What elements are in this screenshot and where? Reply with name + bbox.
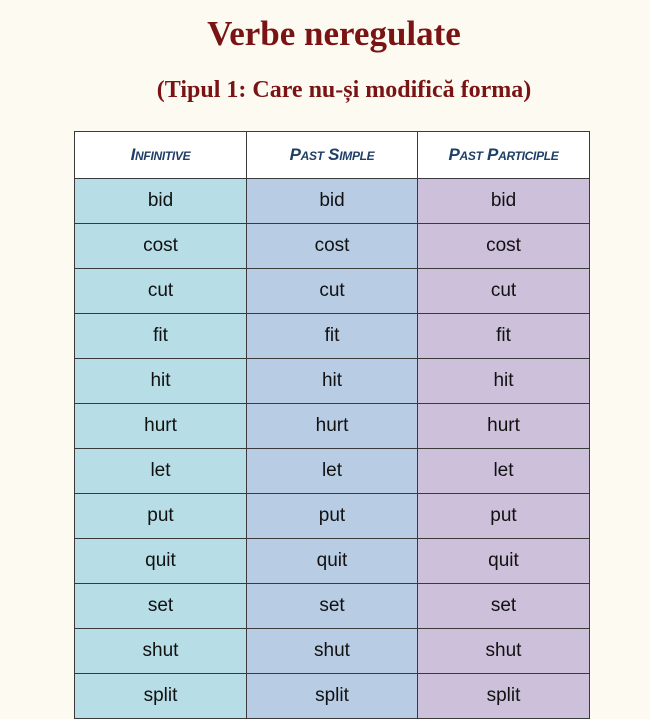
cell-past-simple: fit — [247, 314, 418, 359]
cell-past-participle: let — [418, 449, 590, 494]
cell-past-participle: fit — [418, 314, 590, 359]
cell-past-participle: shut — [418, 629, 590, 674]
cell-past-participle: cost — [418, 224, 590, 269]
cell-past-simple: hurt — [247, 404, 418, 449]
cell-past-simple: bid — [247, 179, 418, 224]
cell-past-simple: set — [247, 584, 418, 629]
table-row — [75, 314, 590, 359]
cell-infinitive: quit — [75, 539, 247, 584]
cell-past-simple: let — [247, 449, 418, 494]
page-subtitle: (Tipul 1: Care nu-și modifică forma) — [156, 77, 532, 103]
cell-infinitive: put — [75, 494, 247, 539]
column-header-past-participle: Past Participle — [418, 132, 590, 179]
table-row — [75, 629, 590, 674]
cell-past-participle: split — [418, 674, 590, 719]
cell-infinitive: cost — [75, 224, 247, 269]
cell-infinitive: shut — [75, 629, 247, 674]
cell-past-participle: hit — [418, 359, 590, 404]
cell-past-participle: set — [418, 584, 590, 629]
table-row — [75, 584, 590, 629]
cell-past-participle: hurt — [418, 404, 590, 449]
cell-past-simple: split — [247, 674, 418, 719]
cell-infinitive: fit — [75, 314, 247, 359]
cell-past-simple: quit — [247, 539, 418, 584]
cell-past-participle: quit — [418, 539, 590, 584]
cell-infinitive: bid — [75, 179, 247, 224]
cell-past-participle: cut — [418, 269, 590, 314]
table-row — [75, 359, 590, 404]
cell-infinitive: hit — [75, 359, 247, 404]
irregular-verbs-table — [74, 131, 590, 719]
column-header-infinitive: Infinitive — [75, 132, 247, 179]
cell-past-participle: put — [418, 494, 590, 539]
column-header-past-simple: Past Simple — [247, 132, 418, 179]
table-row — [75, 449, 590, 494]
cell-infinitive: cut — [75, 269, 247, 314]
cell-past-participle: bid — [418, 179, 590, 224]
cell-past-simple: cost — [247, 224, 418, 269]
cell-past-simple: shut — [247, 629, 418, 674]
cell-past-simple: hit — [247, 359, 418, 404]
cell-infinitive: set — [75, 584, 247, 629]
table-body — [75, 179, 590, 719]
table-row — [75, 404, 590, 449]
cell-infinitive: split — [75, 674, 247, 719]
table-row — [75, 539, 590, 584]
cell-infinitive: let — [75, 449, 247, 494]
cell-past-simple: cut — [247, 269, 418, 314]
table-row — [75, 179, 590, 224]
table-header-row — [75, 132, 590, 179]
table-row — [75, 674, 590, 719]
cell-infinitive: hurt — [75, 404, 247, 449]
page-title: Verbe neregulate — [207, 14, 461, 53]
table-row — [75, 224, 590, 269]
table-row — [75, 269, 590, 314]
cell-past-simple: put — [247, 494, 418, 539]
table-row — [75, 494, 590, 539]
